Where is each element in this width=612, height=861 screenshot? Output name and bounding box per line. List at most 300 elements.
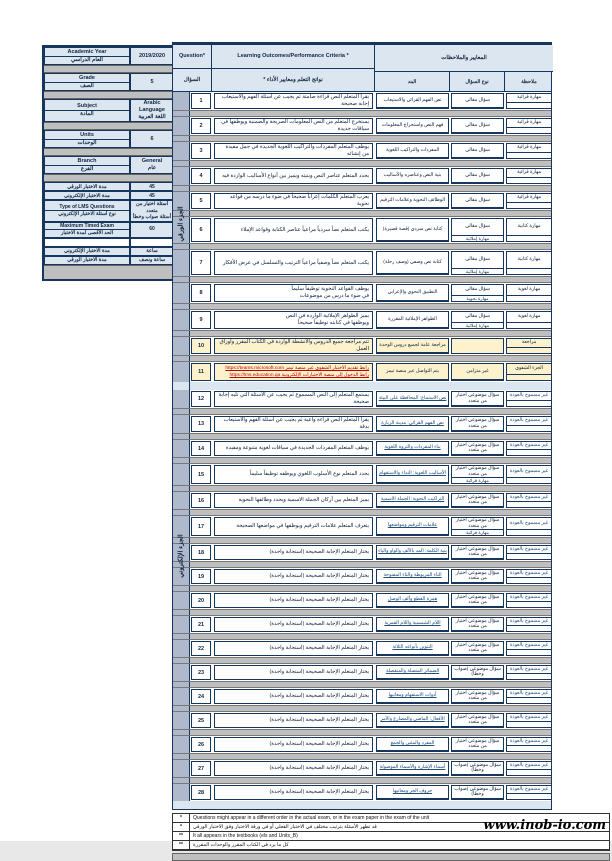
note-cell <box>506 465 552 484</box>
note-text: غير مسموح بالعودة <box>507 786 551 794</box>
item-text: الأساليب اللغوية: النداء والاستفهام <box>377 466 448 483</box>
question-type-text: سؤال موضوعي اختيار من متعدد <box>452 714 503 727</box>
section-strip-cell <box>173 211 190 216</box>
note-subtext <box>507 578 551 583</box>
question-type-subtext: مهارة إملائية <box>465 236 490 241</box>
section-strip-cell <box>173 440 190 457</box>
section-strip-cell <box>173 277 190 282</box>
info-label-cell <box>44 222 130 238</box>
info-value-line1: ساعة ونصف <box>138 257 166 263</box>
item-text: فهم النص واستخراج المعلومات <box>377 119 448 133</box>
outcome-line1: يميز الظواهر الإملائية الواردة في النص <box>285 313 369 319</box>
item-cell <box>376 689 449 704</box>
info-label-en: مدة الاختبار الإلكتروني <box>64 192 110 199</box>
question-type-cell <box>451 493 504 508</box>
info-label-cell <box>44 200 130 222</box>
outcome-text-cell <box>214 761 373 776</box>
section-paper-label: الجزء الورقي <box>177 206 185 242</box>
section-strip-cell <box>173 544 190 561</box>
outcome-text-cell <box>214 363 373 381</box>
outcome-line1: يستخرج المتعلم من النص المعلومات الصريحة والضمنية ويوظفها في سياقات جديدة <box>221 119 369 132</box>
outcome-text-cell <box>214 311 373 329</box>
item-cell <box>376 761 449 776</box>
question-type-cell <box>451 665 504 680</box>
question-type-text: سؤال مقالي <box>452 119 503 133</box>
note-subtext <box>507 674 551 679</box>
section-strip-cell <box>173 486 190 491</box>
section-strip-cell <box>173 192 190 210</box>
info-row <box>44 256 174 265</box>
section-strip-cell <box>173 304 190 309</box>
section-strip-cell <box>173 186 190 191</box>
question-number-cell: 17 <box>191 517 211 536</box>
table-row <box>173 457 551 464</box>
section-strip-cell <box>173 712 190 729</box>
outcome-line1: تتم مراجعة جميع الدروس والأنشطة الواردة في الكتاب المقرر وأوراق العمل <box>219 339 369 352</box>
outcome-text-cell <box>214 665 373 680</box>
question-number-cell: 24 <box>191 689 211 704</box>
info-value-line1: 2019/2020 <box>139 52 165 59</box>
note-cell <box>506 517 552 536</box>
outcome-text-cell <box>214 785 373 800</box>
question-type-text: غير متزامن <box>452 364 503 380</box>
outcome-line1: يحدد المتعلم نوع الأسلوب اللغوي ويوظفه توظيفاً سليماً <box>249 471 369 477</box>
note-cell <box>506 665 552 680</box>
question-type-text: سؤال موضوعي اختيار من متعدد <box>452 594 503 607</box>
outcome-text-cell <box>214 118 373 134</box>
outcome-line1: يختار المتعلم الإجابة الصحيحة (استجابة واحدة) <box>269 549 369 555</box>
question-type-subtext: مهارة قرائية <box>465 478 489 483</box>
footnote-text: Questions might appear in a different order in the actual exam, or in the exam paper in the exam of the unit <box>193 815 430 821</box>
info-value-line2: عام <box>147 165 157 171</box>
section-strip-cell <box>173 117 190 135</box>
item-cell <box>376 93 449 109</box>
question-type-text: سؤال موضوعي (صواب وخطأ) <box>452 666 503 679</box>
info-label-cell <box>44 256 130 265</box>
outcome-text-cell <box>214 617 373 632</box>
item-text: مراجعة عامة لجميع دروس الوحدة <box>377 339 448 353</box>
table-row <box>173 736 551 753</box>
table-row <box>173 117 551 135</box>
info-label-cell <box>44 182 130 191</box>
note-text: غير مسموح بالعودة <box>507 738 551 746</box>
note-text: غير مسموح بالعودة <box>507 392 551 401</box>
section-strip-cell <box>173 586 190 591</box>
item-text: المفرد والمثنى والجمع <box>377 738 448 751</box>
section-strip-cell <box>173 664 190 681</box>
note-subtext <box>507 128 551 133</box>
table-row <box>173 616 551 633</box>
question-type-cell <box>451 569 504 584</box>
item-cell <box>376 168 449 184</box>
criteria-merged-header: المعايير والملاحظات <box>375 45 553 72</box>
exam-blueprint-table <box>172 42 552 861</box>
table-row <box>173 585 551 592</box>
item-text: التراكيب النحوية: الجملة الاسمية <box>377 494 448 507</box>
question-number-cell: 21 <box>191 617 211 632</box>
table-row <box>173 276 551 283</box>
info-value-cell <box>130 247 174 256</box>
question-number-cell: 26 <box>191 737 211 752</box>
section-strip-cell <box>173 111 190 116</box>
table-row <box>173 433 551 440</box>
outcome-line1: يتعرف المتعلم علامات الترقيم ويوظفها في مواضعها الصحيحة <box>236 523 369 529</box>
table-row <box>173 681 551 688</box>
outcome-text-cell <box>214 493 373 508</box>
info-label-cell <box>44 99 130 122</box>
table-row <box>173 464 551 485</box>
note-text: غير مسموح بالعودة <box>507 594 551 602</box>
outcome-line1: يختار المتعلم الإجابة الصحيحة (استجابة واحدة) <box>269 717 369 723</box>
note-text: مهارة كتابية <box>507 219 551 236</box>
table-row <box>173 509 551 516</box>
item-text: التاء المربوطة والتاء المفتوحة <box>377 570 448 583</box>
footnote-row <box>173 841 609 850</box>
question-number-cell: 1 <box>191 93 211 109</box>
item-text: كتابة نص وصفي (وصف رحلة) <box>377 252 448 274</box>
note-subtext <box>507 426 551 431</box>
question-number-cell: 15 <box>191 465 211 484</box>
section-strip-cell <box>173 142 190 160</box>
item-cell <box>376 493 449 508</box>
outcome-text-cell <box>214 737 373 752</box>
item-cell <box>376 517 449 536</box>
footnote-row <box>173 832 609 841</box>
info-value-line2: اللغة العربية <box>138 114 166 120</box>
question-number-cell: 22 <box>191 641 211 656</box>
table-row <box>173 330 551 337</box>
question-type-text: سؤال مقالي <box>452 312 503 323</box>
item-cell <box>376 118 449 134</box>
table-row <box>173 760 551 777</box>
item-cell <box>376 284 449 302</box>
question-type-text: سؤال موضوعي اختيار من متعدد <box>452 570 503 583</box>
note-text: مهارة قرائية <box>507 144 551 153</box>
question-type-text: سؤال موضوعي اختيار من متعدد <box>452 466 503 478</box>
table-row <box>173 544 551 561</box>
question-type-cell <box>451 689 504 704</box>
outcome-line1: يستمع المتعلم إلى النص المسموع ثم يجيب عن الأسئلة التي تليه إجابة صحيحة <box>218 392 369 405</box>
question-type-text: سؤال مقالي <box>452 219 503 236</box>
note-subtext <box>507 203 551 208</box>
note-subtext <box>507 722 551 727</box>
question-type-cell <box>451 363 504 381</box>
outcome-line1: يوظف القواعد النحوية توظيفاً سليماً <box>291 286 369 292</box>
note-subtext <box>507 478 551 483</box>
section-strip-cell <box>173 562 190 567</box>
outcome-text-cell <box>214 569 373 584</box>
section-strip-cell <box>173 337 190 355</box>
question-type-text: سؤال موضوعي اختيار من متعدد <box>452 442 503 455</box>
item-cell <box>376 785 449 800</box>
note-text: غير مسموح بالعودة <box>507 642 551 650</box>
section-strip-cell <box>173 382 190 390</box>
table-row <box>173 516 551 537</box>
note-text: غير مسموح بالعودة <box>507 570 551 578</box>
note-text: غير مسموح بالعودة <box>507 442 551 450</box>
question-type-text: سؤال مقالي <box>452 94 503 108</box>
info-value-cell <box>130 99 174 122</box>
note-subtext <box>507 236 551 241</box>
note-subtext <box>507 746 551 751</box>
section-strip-cell <box>173 706 190 711</box>
outcome-text-cell <box>214 251 373 275</box>
note-text: غير مسموح بالعودة <box>507 762 551 770</box>
info-label-en: Maximum Timed Exam <box>45 223 129 231</box>
outcome-line1: يميز المتعلم بين أركان الجملة الاسمية ويحدد وظائفها النحوية <box>238 497 369 503</box>
outcome-line1: يختار المتعلم الإجابة الصحيحة (استجابة واحدة) <box>269 789 369 795</box>
item-text: علامات الترقيم ومواضعها <box>377 518 448 535</box>
question-type-text: سؤال مقالي <box>452 169 503 183</box>
section-strip-cell <box>173 331 190 336</box>
outcome-line1: يقرأ المتعلم النص قراءة صامتة ثم يجيب عن أسئلة الفهم والاستيعاب إجابة صحيحة <box>221 94 369 107</box>
info-label-ar: نوع أسئلة الاختبار الإلكتروني <box>58 211 116 218</box>
question-type-cell <box>451 251 504 275</box>
question-type-text: سؤال موضوعي (صواب وخطأ) <box>452 786 503 799</box>
item-cell <box>376 251 449 275</box>
question-type-cell <box>451 391 504 407</box>
outcome-line1: يكتب المتعلم نصاً وصفياً مراعياً الترتيب والتسلسل في عرض الأفكار <box>222 259 369 266</box>
item-cell <box>376 713 449 728</box>
outcome-line1: يختار المتعلم الإجابة الصحيحة (استجابة واحدة) <box>269 693 369 699</box>
footnotes-end-band <box>172 853 610 861</box>
question-type-cell <box>451 713 504 728</box>
outcome-text-cell <box>214 593 373 608</box>
note-subtext <box>507 530 551 535</box>
section-strip-cell <box>173 464 190 485</box>
question-number-cell: 18 <box>191 545 211 560</box>
question-type-text: سؤال موضوعي اختيار من متعدد <box>452 392 503 406</box>
question-type-subtext: مهارة إملائية <box>465 323 490 328</box>
info-label-cell <box>44 191 130 200</box>
question-number-cell: 6 <box>191 218 211 242</box>
footnote-text: It all appears in the textbooks (els and Units_B) <box>193 833 298 839</box>
note-text: غير مسموح بالعودة <box>507 618 551 626</box>
item-text: كتابة نص سردي (قصة قصيرة) <box>377 219 448 241</box>
question-number-cell: 27 <box>191 761 211 776</box>
question-number-cell: 12 <box>191 391 211 407</box>
table-row <box>173 250 551 276</box>
section-strip-cell <box>173 688 190 705</box>
outcome-text-cell <box>214 143 373 159</box>
info-row <box>44 91 174 99</box>
question-column-header <box>173 45 212 91</box>
info-label-en: Grade <box>45 75 129 83</box>
table-row <box>173 784 551 801</box>
item-text: التنوين بأنواعه الثلاثة <box>377 642 448 655</box>
info-label-en: Academic Year <box>45 49 129 57</box>
footnote-mark: ** <box>173 841 190 849</box>
note-cell <box>506 118 552 134</box>
info-value-line1: General <box>141 158 163 164</box>
info-value-line1: 45 <box>149 192 155 199</box>
question-header-ar: السؤال <box>183 76 201 83</box>
info-value-line2: أسئلة صواب وخطأ <box>132 214 172 220</box>
table-row <box>173 192 551 210</box>
question-type-cell <box>451 545 504 560</box>
question-type-text: سؤال مقالي <box>452 144 503 158</box>
table-row <box>173 210 551 217</box>
table-row <box>173 362 551 382</box>
info-label-ar: الوحدات <box>77 139 97 146</box>
outcome-text-cell <box>214 517 373 536</box>
section-strip-cell <box>173 434 190 439</box>
question-type-text: سؤال موضوعي اختيار من متعدد <box>452 546 503 559</box>
question-number-cell: 20 <box>191 593 211 608</box>
item-cell <box>376 143 449 159</box>
footnote-text: قد تظهر الأسئلة بترتيب مختلف في الاختبار الفعلي أو في ورقة الاختبار وفق الاختبار الورقي <box>193 824 377 830</box>
question-type-subtext: مهارة إملائية <box>465 269 490 274</box>
info-value-line1: 60 <box>149 226 155 233</box>
question-type-cell <box>451 218 504 242</box>
question-number-cell: 13 <box>191 416 211 432</box>
table-row <box>173 160 551 167</box>
note-cell <box>506 689 552 704</box>
info-label-ar: المادة <box>80 111 94 117</box>
note-text: مراجعة <box>507 339 551 348</box>
note-subtext <box>507 401 551 406</box>
info-label-cell <box>44 47 130 65</box>
note-text: غير مسموح بالعودة <box>507 466 551 478</box>
table-row <box>173 485 551 492</box>
question-type-cell <box>451 785 504 800</box>
item-text: أسماء الإشارة والأسماء الموصولة <box>377 762 448 775</box>
info-label-ar: الفرع <box>80 165 94 172</box>
info-label-cell <box>44 130 130 148</box>
note-subtext <box>507 153 551 158</box>
info-label-ar: الصف <box>80 82 94 89</box>
question-type-text: سؤال مقالي <box>452 194 503 208</box>
info-value-cell <box>130 238 174 247</box>
table-row <box>173 355 551 362</box>
table-row <box>173 217 551 243</box>
section-strip-cell <box>173 682 190 687</box>
subheader-item: البند <box>375 72 450 91</box>
info-panel <box>42 45 176 281</box>
info-label-cell <box>44 156 130 174</box>
footnote-mark: * <box>173 823 190 831</box>
info-value-cell <box>130 156 174 174</box>
note-subtext <box>507 502 551 507</box>
note-text: مهارة قرائية <box>507 119 551 128</box>
item-text: نص الفهم القرائي والاستيعاب <box>377 94 448 108</box>
table-row <box>173 142 551 160</box>
item-text: بناء المفردات والثروة اللغوية <box>377 442 448 455</box>
subheader-question-type: نوع السؤال <box>450 72 505 91</box>
question-type-cell <box>451 118 504 134</box>
section-strip-cell <box>173 784 190 801</box>
table-row <box>173 110 551 117</box>
table-row <box>173 492 551 509</box>
question-type-subtext: مهارة نحوية <box>466 296 489 301</box>
question-number-cell: 8 <box>191 284 211 302</box>
info-value-line1: ساعة <box>146 248 158 254</box>
note-text: غير مسموح بالعودة <box>507 714 551 722</box>
criteria-column-header <box>375 45 553 91</box>
table-row <box>173 705 551 712</box>
info-value-cell <box>130 191 174 200</box>
table-row <box>173 561 551 568</box>
info-value-cell <box>130 200 174 222</box>
question-type-cell <box>451 416 504 432</box>
question-type-text: سؤال موضوعي اختيار من متعدد <box>452 642 503 655</box>
item-text: اللام الشمسية واللام القمرية <box>377 618 448 631</box>
table-row <box>173 729 551 736</box>
note-subtext <box>507 794 551 799</box>
table-row <box>173 712 551 729</box>
outcomes-header-ar: نواتج التعلم ومعايير الأداء * <box>263 76 323 83</box>
note-cell <box>506 193 552 209</box>
info-label-cell <box>44 238 130 247</box>
section-strip-cell <box>173 356 190 361</box>
item-text: الظواهر الإملائية المقررة <box>377 312 448 328</box>
info-row <box>44 174 174 182</box>
info-value-line1: Arabic Language <box>139 100 165 113</box>
info-row <box>44 222 174 238</box>
note-text: مهارة قرائية <box>507 169 551 178</box>
outcome-line1: يختار المتعلم الإجابة الصحيحة (استجابة واحدة) <box>269 645 369 651</box>
question-type-cell <box>451 737 504 752</box>
section-strip-cell <box>173 167 190 185</box>
footnote-text: كل ما يرد في الكتاب المقرر والوحدات المقررة <box>193 842 289 848</box>
info-row <box>44 65 174 73</box>
question-type-text: سؤال موضوعي اختيار من متعدد <box>452 618 503 631</box>
question-header-en: Question* <box>173 45 211 69</box>
question-number-cell: 19 <box>191 569 211 584</box>
section-strip-cell <box>173 217 190 243</box>
outcome-text-cell <box>214 465 373 484</box>
info-label-en: مدة الاختبار الورقي <box>67 257 107 263</box>
section-strip-cell <box>173 362 190 382</box>
outcome-text-cell <box>214 338 373 354</box>
note-cell <box>506 311 552 329</box>
question-type-cell <box>451 168 504 184</box>
outcome-line2: ويوظفها في كتابته توظيفاً صحيحاً <box>297 320 369 326</box>
item-text: الوظائف النحوية وعلامات الترقيم <box>377 194 448 208</box>
question-type-cell <box>451 441 504 456</box>
note-cell <box>506 284 552 302</box>
item-text: التطبيق النحوي والإعرابي <box>377 285 448 301</box>
note-cell <box>506 493 552 508</box>
outcome-text-cell <box>214 416 373 432</box>
question-type-text: سؤال موضوعي اختيار من متعدد <box>452 417 503 431</box>
section-strip-cell <box>173 92 190 110</box>
question-number-cell: 3 <box>191 143 211 159</box>
outcomes-header-en: Learning Outcomes/Performance Criteria * <box>212 45 374 69</box>
info-row <box>44 191 174 200</box>
note-cell <box>506 416 552 432</box>
note-subtext <box>507 698 551 703</box>
question-number-cell: 25 <box>191 713 211 728</box>
info-value-cell <box>130 182 174 191</box>
outcome-line1: يحدد المتعلم عناصر النص وبنيته ويميز بين أنواع الأساليب الواردة فيه <box>222 172 369 179</box>
question-number-cell: 23 <box>191 665 211 680</box>
section-strip-cell <box>173 283 190 303</box>
note-cell <box>506 761 552 776</box>
item-cell <box>376 311 449 329</box>
question-type-cell <box>451 143 504 159</box>
info-value-cell <box>130 256 174 265</box>
outcomes-column-header <box>212 45 375 91</box>
note-subtext <box>507 650 551 655</box>
outcome-text-cell <box>214 284 373 302</box>
note-text: مهارة كتابية <box>507 252 551 269</box>
table-row <box>173 167 551 185</box>
note-cell <box>506 363 552 381</box>
section-strip-cell <box>173 250 190 276</box>
question-number-cell: 2 <box>191 118 211 134</box>
note-cell <box>506 545 552 560</box>
